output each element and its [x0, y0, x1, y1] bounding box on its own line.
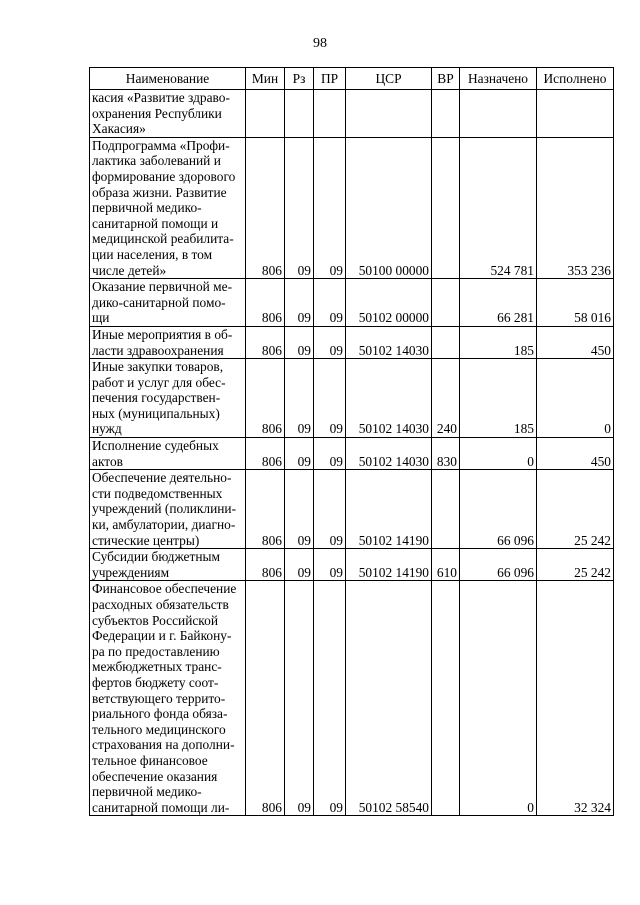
row-executed: 25 242 — [537, 549, 614, 581]
row-name: касия «Развитие здраво- охранения Республики Хакасия» — [90, 90, 246, 138]
table-row — [90, 279, 614, 327]
row-pr: 09 — [314, 581, 346, 816]
row-vr — [432, 279, 460, 327]
row-name: Финансовое обеспечение расходных обязательств субъектов Российской Федерации и г. Байкону- ра по предоставлению межбюджетных транс- фертов бюджету соот- ветствующего террито- риального фонда обяза- тельного медицинского страхования на дополни- тельное финансовое обеспечение оказания первичной медико- санитарной помощи ли- — [90, 581, 246, 816]
row-vr — [432, 90, 460, 138]
row-min: 806 — [246, 470, 285, 549]
row-min: 806 — [246, 581, 285, 816]
row-assigned: 0 — [460, 581, 537, 816]
header-executed: Исполнено — [537, 68, 614, 90]
row-rz: 09 — [285, 359, 314, 438]
row-assigned: 185 — [460, 326, 537, 358]
table-row — [90, 359, 614, 438]
row-vr — [432, 581, 460, 816]
row-rz: 09 — [285, 137, 314, 278]
row-csr: 50102 14030 — [346, 438, 432, 470]
row-min — [246, 90, 285, 138]
header-rz: Рз — [285, 68, 314, 90]
row-vr — [432, 326, 460, 358]
row-name: Субсидии бюджетным учреждениям — [90, 549, 246, 581]
row-rz: 09 — [285, 470, 314, 549]
row-vr — [432, 470, 460, 549]
row-rz: 09 — [285, 326, 314, 358]
table-row — [90, 470, 614, 549]
header-name: Наименование — [90, 68, 246, 90]
row-pr: 09 — [314, 470, 346, 549]
row-executed: 450 — [537, 438, 614, 470]
row-pr: 09 — [314, 438, 346, 470]
row-csr: 50102 58540 — [346, 581, 432, 816]
row-min: 806 — [246, 137, 285, 278]
row-min: 806 — [246, 326, 285, 358]
row-name: Обеспечение деятельно- сти подведомственных учреждений (поликлини- ки, амбулатории, диагно- стические центры) — [90, 470, 246, 549]
row-csr: 50102 14030 — [346, 359, 432, 438]
header-min: Мин — [246, 68, 285, 90]
row-csr: 50102 14030 — [346, 326, 432, 358]
table-row — [90, 326, 614, 358]
row-name: Иные мероприятия в об- ласти здравоохранения — [90, 326, 246, 358]
row-assigned: 66 281 — [460, 279, 537, 327]
page-number: 98 — [313, 36, 327, 51]
table-row — [90, 90, 614, 138]
row-rz: 09 — [285, 549, 314, 581]
row-pr: 09 — [314, 359, 346, 438]
header-vr: ВР — [432, 68, 460, 90]
row-pr: 09 — [314, 279, 346, 327]
row-vr — [432, 137, 460, 278]
row-min: 806 — [246, 549, 285, 581]
row-executed: 25 242 — [537, 470, 614, 549]
row-csr: 50102 00000 — [346, 279, 432, 327]
row-rz: 09 — [285, 279, 314, 327]
header-assigned: Назначено — [460, 68, 537, 90]
row-assigned: 524 781 — [460, 137, 537, 278]
row-pr: 09 — [314, 137, 346, 278]
row-csr: 50100 00000 — [346, 137, 432, 278]
row-vr: 610 — [432, 549, 460, 581]
row-csr — [346, 90, 432, 138]
table-row — [90, 137, 614, 278]
row-csr: 50102 14190 — [346, 549, 432, 581]
row-min: 806 — [246, 279, 285, 327]
row-assigned: 185 — [460, 359, 537, 438]
budget-table — [89, 67, 614, 816]
row-executed: 353 236 — [537, 137, 614, 278]
table-row — [90, 438, 614, 470]
row-rz: 09 — [285, 438, 314, 470]
table-row — [90, 549, 614, 581]
row-name: Исполнение судебных актов — [90, 438, 246, 470]
row-executed: 32 324 — [537, 581, 614, 816]
row-name: Оказание первичной ме- дико-санитарной помо- щи — [90, 279, 246, 327]
table-header-row — [90, 68, 614, 90]
row-executed: 450 — [537, 326, 614, 358]
row-assigned: 66 096 — [460, 549, 537, 581]
row-rz: 09 — [285, 581, 314, 816]
header-csr: ЦСР — [346, 68, 432, 90]
row-name: Иные закупки товаров, работ и услуг для обес- печения государствен- ных (муниципальных) нужд — [90, 359, 246, 438]
row-assigned — [460, 90, 537, 138]
table-row — [90, 581, 614, 816]
row-min: 806 — [246, 438, 285, 470]
row-assigned: 0 — [460, 438, 537, 470]
row-pr: 09 — [314, 549, 346, 581]
row-vr: 240 — [432, 359, 460, 438]
row-executed — [537, 90, 614, 138]
row-executed: 58 016 — [537, 279, 614, 327]
row-csr: 50102 14190 — [346, 470, 432, 549]
row-vr: 830 — [432, 438, 460, 470]
row-assigned: 66 096 — [460, 470, 537, 549]
row-min: 806 — [246, 359, 285, 438]
row-pr: 09 — [314, 326, 346, 358]
row-name: Подпрограмма «Профи- лактика заболеваний и формирование здорового образа жизни. Развитие первичной медико- санитарной помощи и медицинской реабилита- ции населения, в том числе детей» — [90, 137, 246, 278]
row-rz — [285, 90, 314, 138]
row-executed: 0 — [537, 359, 614, 438]
row-pr — [314, 90, 346, 138]
header-pr: ПР — [314, 68, 346, 90]
